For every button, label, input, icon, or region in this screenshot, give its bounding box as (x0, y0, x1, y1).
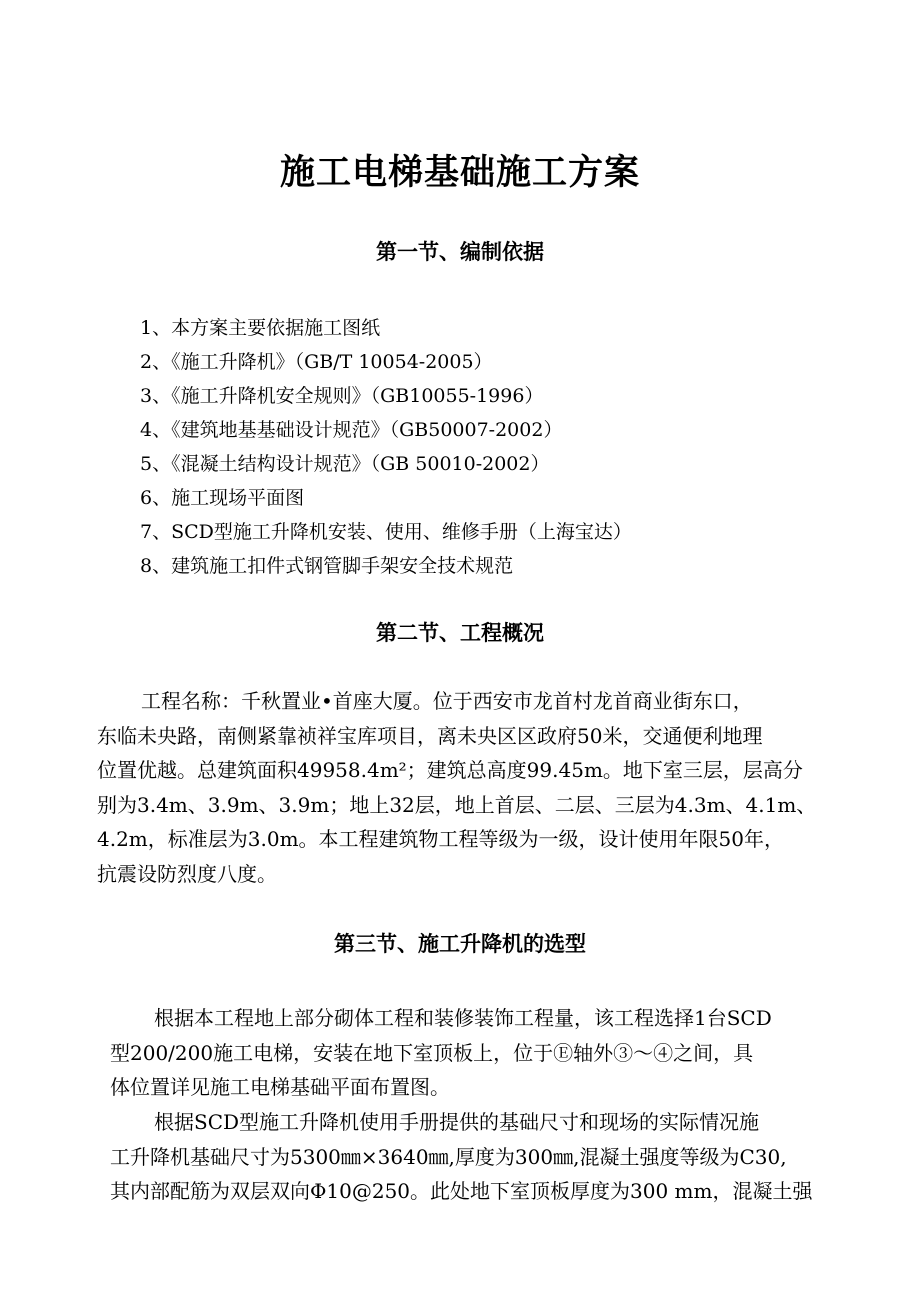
selection-paragraph-1 (110, 1001, 830, 1105)
paragraph-line: 抗震设防烈度八度。 (97, 861, 277, 886)
paragraph-line: 型200/200施工电梯，安装在地下室顶板上，位于Ⓔ轴外③～④之间，具 (110, 1040, 754, 1065)
list-item: 6、施工现场平面图 (140, 487, 305, 509)
list-item: 1、本方案主要依据施工图纸 (140, 317, 381, 339)
list-item: 3、《施工升降机安全规则》（GB10055-1996） (140, 385, 544, 407)
paragraph-line: 其内部配筋为双层双向Φ10@250。此处地下室顶板厚度为300 mm，混凝土强 (110, 1179, 813, 1203)
paragraph-line: 根据本工程地上部分砌体工程和装修装饰工程量，该工程选择1台SCD (154, 1006, 772, 1030)
paragraph-line: 东临未央路，南侧紧靠祯祥宝库项目，离未央区区政府50米，交通便利地理 (97, 723, 763, 748)
section-heading-overview: 第二节、工程概况 (376, 620, 544, 645)
document-title: 施工电梯基础施工方案 (279, 152, 640, 193)
section-heading-basis: 第一节、编制依据 (376, 239, 544, 264)
list-item: 5、《混凝土结构设计规范》（GB 50010-2002） (140, 453, 550, 475)
paragraph-line: 根据SCD型施工升降机使用手册提供的基础尺寸和现场的实际情况施 (154, 1110, 760, 1134)
list-item: 8、建筑施工扣件式钢管脚手架安全技术规范 (140, 555, 514, 577)
paragraph-line: 工升降机基础尺寸为5300㎜×3640㎜,厚度为300㎜,混凝土强度等级为C30, (110, 1144, 787, 1169)
paragraph-line: 别为3.4m、3.9m、3.9m；地上32层，地上首层、二层、三层为4.3m、4.1m、 (97, 792, 817, 817)
overview-paragraph (97, 684, 827, 891)
section-heading-selection: 第三节、施工升降机的选型 (334, 931, 586, 956)
list-item: 7、SCD型施工升降机安装、使用、维修手册（上海宝达） (140, 521, 632, 543)
list-item: 4、《建筑地基基础设计规范》（GB50007-2002） (140, 419, 563, 441)
paragraph-line: 位置优越。总建筑面积49958.4m²；建筑总高度99.45m。地下室三层，层高分 (97, 758, 803, 782)
list-item: 2、《施工升降机》（GB/T 10054-2005） (140, 351, 493, 373)
paragraph-line: 工程名称：千秋置业•首座大厦。位于西安市龙首村龙首商业街东口， (141, 689, 753, 713)
selection-paragraph-2 (110, 1105, 830, 1209)
paragraph-line: 体位置详见施工电梯基础平面布置图。 (110, 1075, 450, 1099)
basis-list (140, 311, 632, 583)
paragraph-line: 4.2m，标准层为3.0m。本工程建筑物工程等级为一级，设计使用年限50年， (97, 827, 784, 851)
